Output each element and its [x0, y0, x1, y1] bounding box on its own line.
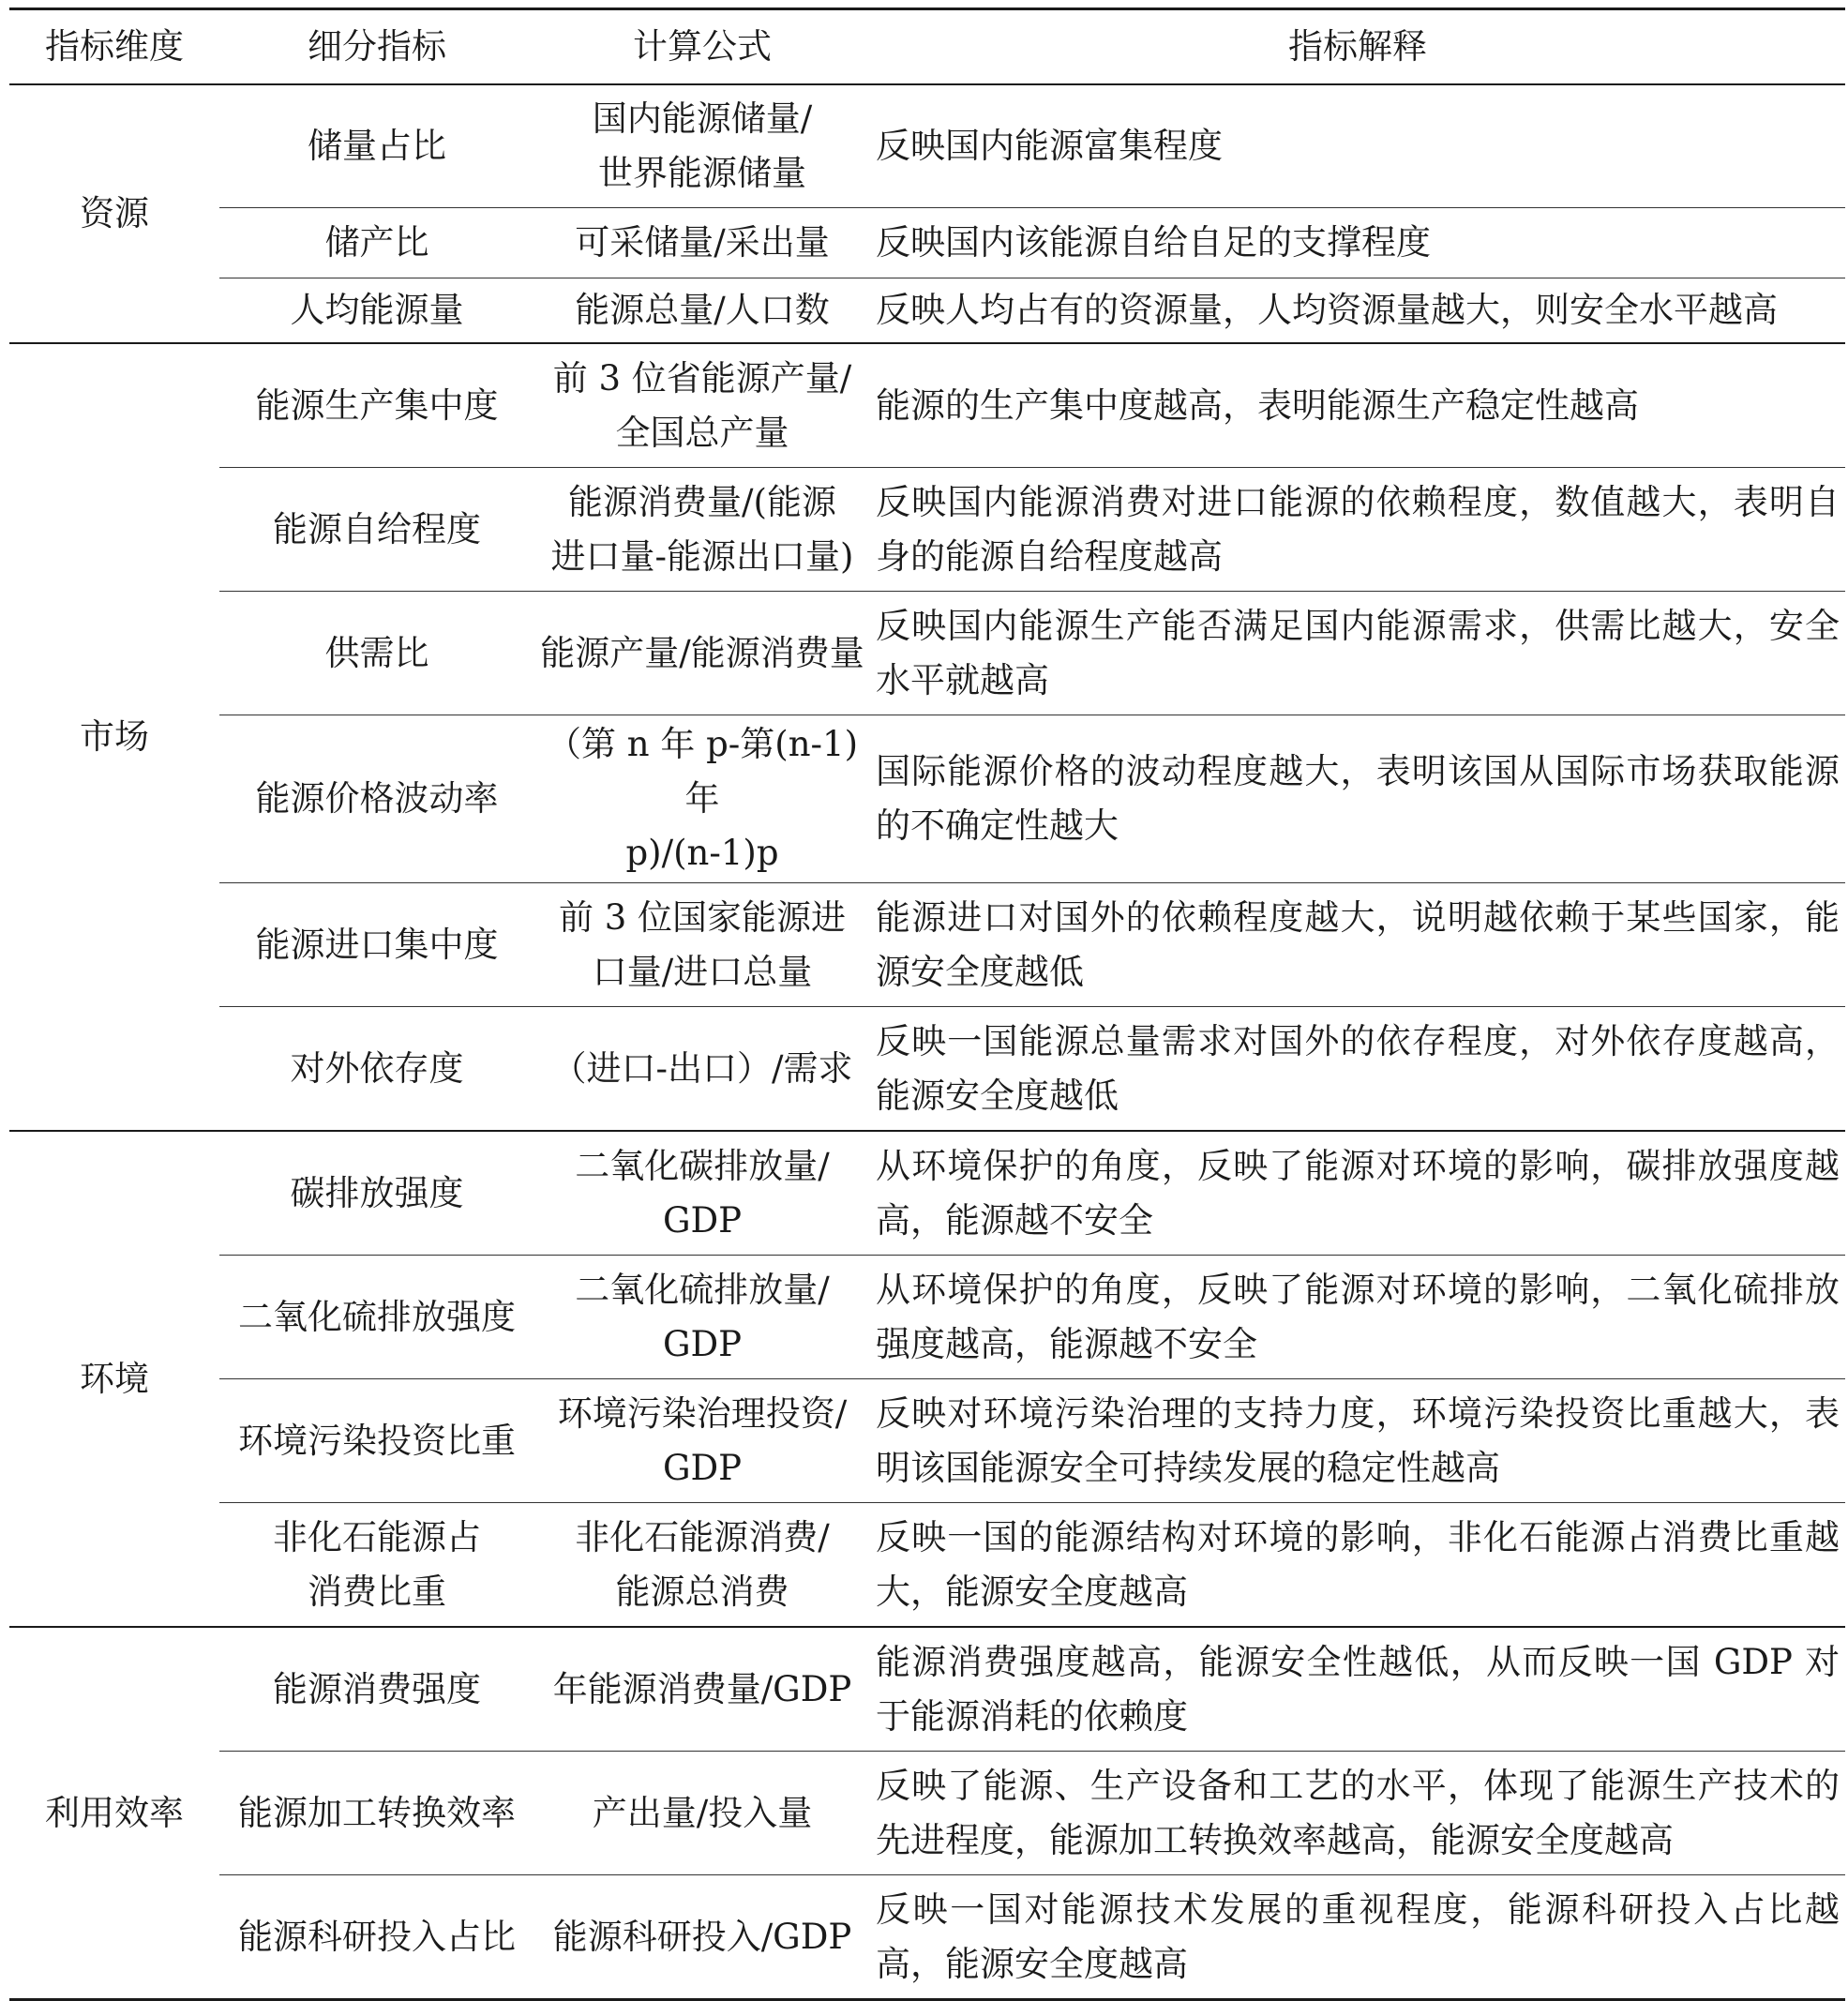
header-sub-indicator: 细分指标: [219, 9, 534, 85]
explanation-cell: 能源进口对国外的依赖程度越大，说明越依赖于某些国家，能源安全度越低: [870, 883, 1845, 1007]
sub-indicator-cell: 二氧化硫排放强度: [219, 1256, 534, 1379]
explanation-cell: 国际能源价格的波动程度越大，表明该国从国际市场获取能源的不确定性越大: [870, 715, 1845, 883]
formula-cell: （第 n 年 p-第(n-1)年 p)/(n-1)p: [534, 715, 870, 883]
sub-indicator-cell: 环境污染投资比重: [219, 1379, 534, 1503]
formula-cell: （进口-出口）/需求: [534, 1007, 870, 1132]
sub-indicator-cell: 对外依存度: [219, 1007, 534, 1132]
explanation-cell: 反映对环境污染治理的支持力度，环境污染投资比重越大，表明该国能源安全可持续发展的稳定性越高: [870, 1379, 1845, 1503]
formula-cell: 能源科研投入/GDP: [534, 1875, 870, 2000]
sub-indicator-cell: 能源消费强度: [219, 1627, 534, 1752]
energy-security-indicator-table: [9, 8, 1845, 2001]
table-row: [9, 1256, 1845, 1379]
formula-cell: 能源总量/人口数: [534, 278, 870, 344]
formula-cell: 前 3 位省能源产量/ 全国总产量: [534, 343, 870, 468]
sub-indicator-cell: 人均能源量: [219, 278, 534, 344]
sub-indicator-cell: 储量占比: [219, 84, 534, 208]
dimension-cell: 利用效率: [9, 1627, 219, 2000]
dimension-cell: 市场: [9, 343, 219, 1131]
formula-cell: 二氧化硫排放量/ GDP: [534, 1256, 870, 1379]
explanation-cell: 反映国内能源生产能否满足国内能源需求，供需比越大，安全水平就越高: [870, 592, 1845, 715]
explanation-cell: 反映国内能源富集程度: [870, 84, 1845, 208]
table-row: [9, 592, 1845, 715]
formula-cell: 前 3 位国家能源进 口量/进口总量: [534, 883, 870, 1007]
sub-indicator-cell: 能源加工转换效率: [219, 1752, 534, 1875]
sub-indicator-cell: 碳排放强度: [219, 1131, 534, 1256]
table-row: [9, 208, 1845, 278]
explanation-cell: 从环境保护的角度，反映了能源对环境的影响，二氧化硫排放强度越高，能源越不安全: [870, 1256, 1845, 1379]
formula-cell: 二氧化碳排放量/ GDP: [534, 1131, 870, 1256]
dimension-cell: 环境: [9, 1131, 219, 1627]
sub-indicator-cell: 供需比: [219, 592, 534, 715]
dimension-cell: 资源: [9, 84, 219, 343]
formula-cell: 能源产量/能源消费量: [534, 592, 870, 715]
sub-indicator-cell: 能源自给程度: [219, 468, 534, 592]
sub-indicator-cell: 能源科研投入占比: [219, 1875, 534, 2000]
sub-indicator-cell: 非化石能源占 消费比重: [219, 1503, 534, 1628]
sub-indicator-cell: 能源进口集中度: [219, 883, 534, 1007]
header-explanation: 指标解释: [870, 9, 1845, 85]
table-row: [9, 1007, 1845, 1132]
explanation-cell: 反映国内能源消费对进口能源的依赖程度，数值越大，表明自身的能源自给程度越高: [870, 468, 1845, 592]
formula-cell: 产出量/投入量: [534, 1752, 870, 1875]
table-row: [9, 1503, 1845, 1628]
sub-indicator-cell: 能源价格波动率: [219, 715, 534, 883]
formula-cell: 非化石能源消费/ 能源总消费: [534, 1503, 870, 1628]
table-row: [9, 468, 1845, 592]
table-row: [9, 1379, 1845, 1503]
formula-cell: 国内能源储量/ 世界能源储量: [534, 84, 870, 208]
table-row: [9, 343, 1845, 468]
explanation-cell: 能源的生产集中度越高，表明能源生产稳定性越高: [870, 343, 1845, 468]
table-row: [9, 84, 1845, 208]
table-row: [9, 278, 1845, 344]
table-row: [9, 1752, 1845, 1875]
explanation-cell: 反映人均占有的资源量，人均资源量越大，则安全水平越高: [870, 278, 1845, 344]
formula-cell: 可采储量/采出量: [534, 208, 870, 278]
explanation-cell: 能源消费强度越高，能源安全性越低，从而反映一国 GDP 对于能源消耗的依赖度: [870, 1627, 1845, 1752]
table-row: [9, 1627, 1845, 1752]
explanation-cell: 反映一国的能源结构对环境的影响，非化石能源占消费比重越大，能源安全度越高: [870, 1503, 1845, 1628]
table-row: [9, 883, 1845, 1007]
explanation-cell: 从环境保护的角度，反映了能源对环境的影响，碳排放强度越高，能源越不安全: [870, 1131, 1845, 1256]
table-row: [9, 1875, 1845, 2000]
explanation-cell: 反映了能源、生产设备和工艺的水平，体现了能源生产技术的先进程度，能源加工转换效率越高，能源安全度越高: [870, 1752, 1845, 1875]
header-formula: 计算公式: [534, 9, 870, 85]
formula-cell: 能源消费量/(能源 进口量-能源出口量): [534, 468, 870, 592]
explanation-cell: 反映一国对能源技术发展的重视程度，能源科研投入占比越高，能源安全度越高: [870, 1875, 1845, 2000]
sub-indicator-cell: 能源生产集中度: [219, 343, 534, 468]
table-row: [9, 715, 1845, 883]
table-row: [9, 1131, 1845, 1256]
header-dimension: 指标维度: [9, 9, 219, 85]
explanation-cell: 反映国内该能源自给自足的支撑程度: [870, 208, 1845, 278]
explanation-cell: 反映一国能源总量需求对国外的依存程度，对外依存度越高，能源安全度越低: [870, 1007, 1845, 1132]
table-header-row: [9, 9, 1845, 85]
sub-indicator-cell: 储产比: [219, 208, 534, 278]
formula-cell: 年能源消费量/GDP: [534, 1627, 870, 1752]
formula-cell: 环境污染治理投资/ GDP: [534, 1379, 870, 1503]
